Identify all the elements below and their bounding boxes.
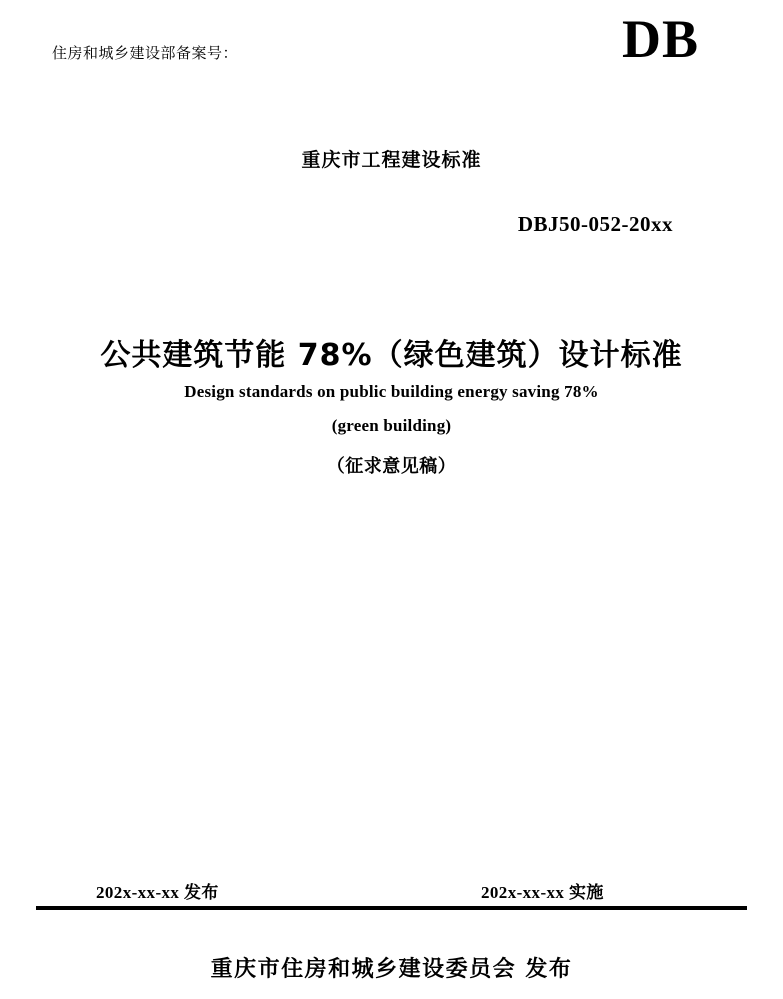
page-title: 公共建筑节能 78%（绿色建筑）设计标准 (100, 338, 683, 373)
standard-series-line: 重庆市工程建设标准 (301, 149, 482, 171)
standard-code: DBJ50-052-20xx (517, 212, 673, 236)
horizontal-divider (36, 906, 747, 910)
issuing-authority: 重庆市住房和城乡建设委员会 发布 (210, 957, 573, 982)
dates-row (36, 878, 747, 902)
db-standard-mark: DB (621, 9, 699, 69)
title-english-line-2: (green building) (331, 416, 452, 435)
title-english-line-1: Design standards on public building energy saving 78% (184, 382, 599, 401)
publish-date: 202x-xx-xx 发布 (96, 883, 219, 902)
record-number-label: 住房和城乡建设部备案号： (52, 44, 239, 62)
implement-date: 202x-xx-xx 实施 (481, 883, 604, 902)
draft-status-label: （征求意见稿） (326, 456, 457, 477)
